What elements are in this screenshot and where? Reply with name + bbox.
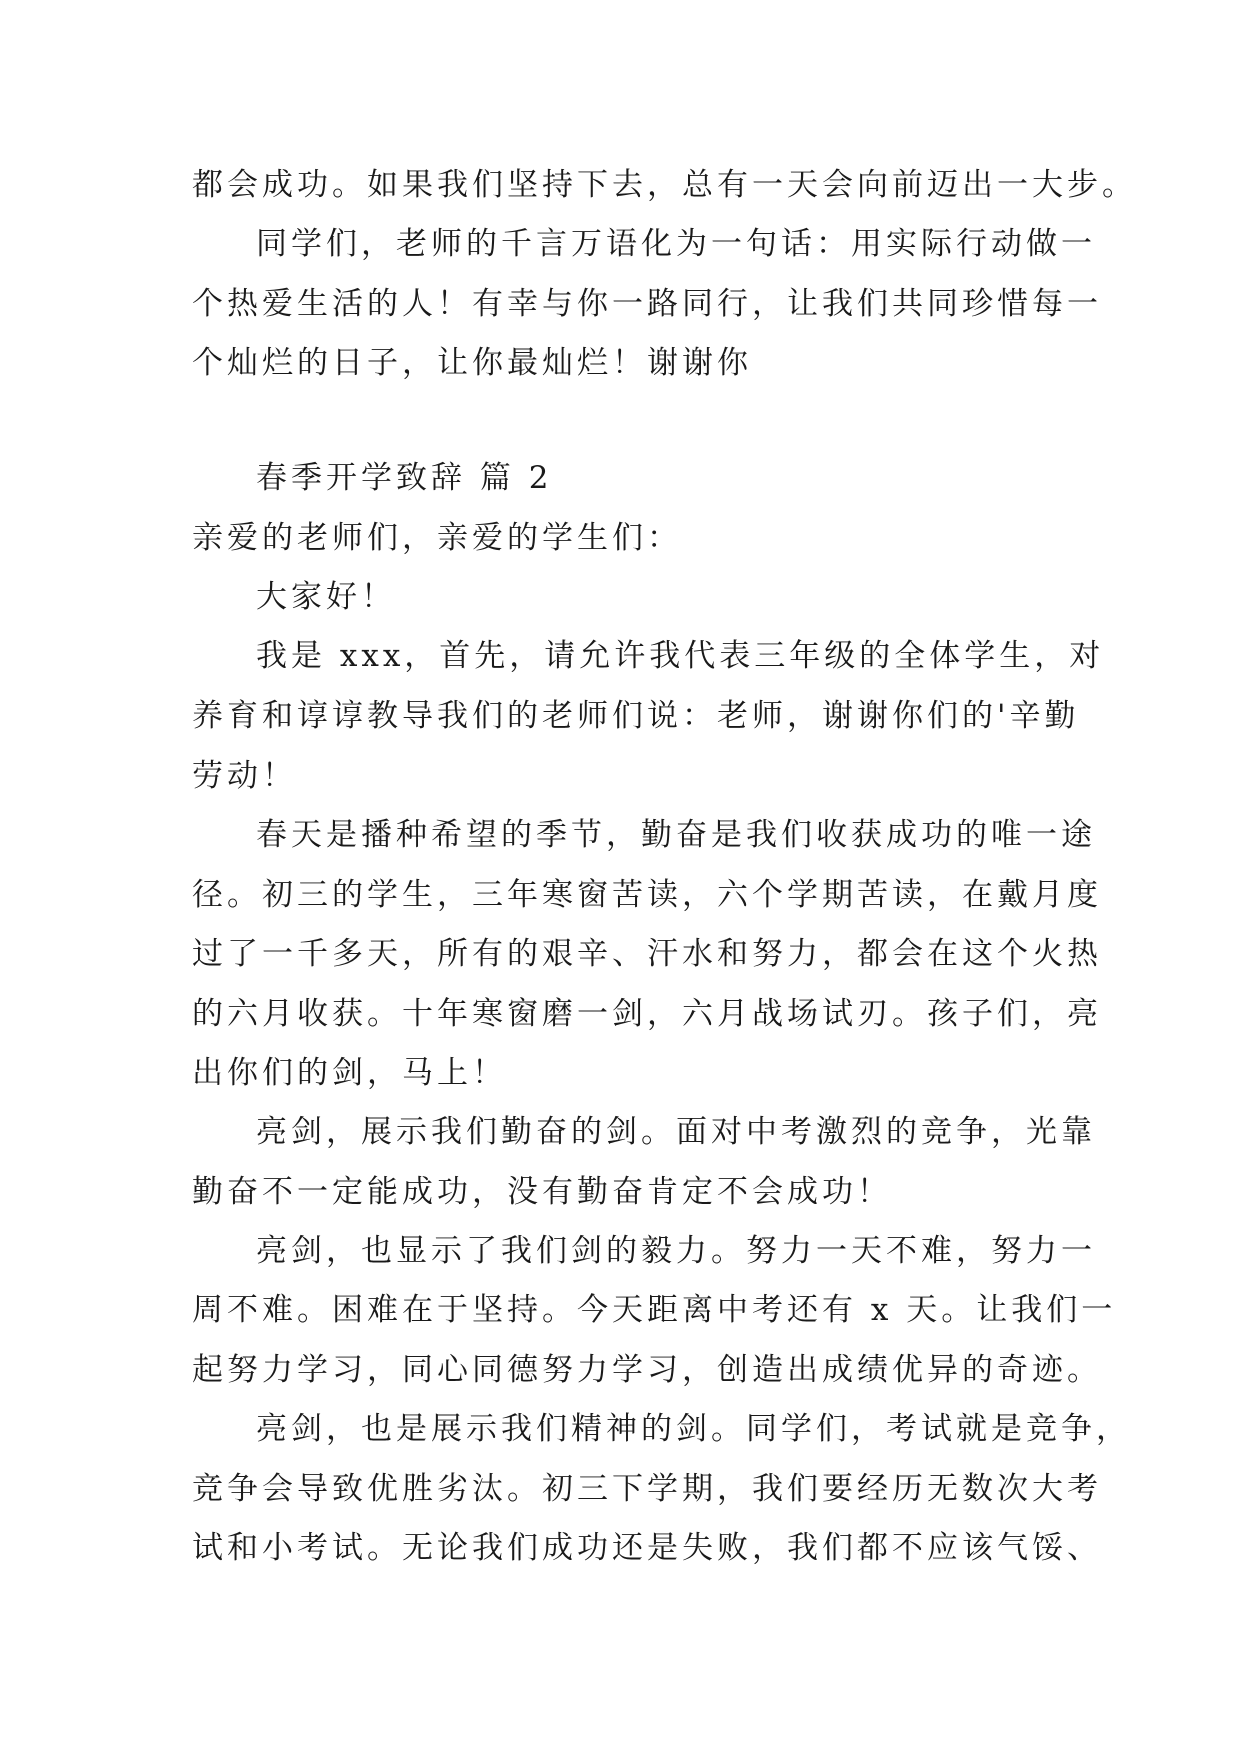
paragraph-line: 养育和谆谆教导我们的老师们说：老师，谢谢你们的'辛勤 [192,698,1080,734]
paragraph-line: 出你们的剑，马上！ [192,1055,507,1091]
paragraph-line: 都会成功。如果我们坚持下去，总有一天会向前迈出一大步。 [192,167,1137,203]
paragraph-line: 亮剑，也是展示我们精神的剑。同学们，考试就是竞争， [256,1411,1131,1447]
paragraph-line: 劳动！ [192,758,297,794]
paragraph-line: 个热爱生活的人！有幸与你一路同行，让我们共同珍惜每一 [192,286,1102,322]
paragraph-line: 的六月收获。十年寒窗磨一剑，六月战场试刃。孩子们，亮 [192,996,1102,1032]
greeting-line: 大家好！ [256,579,396,615]
paragraph-line: 径。初三的学生，三年寒窗苦读，六个学期苦读，在戴月度 [192,877,1102,913]
paragraph-line: 春天是播种希望的季节，勤奋是我们收获成功的唯一途 [256,817,1096,853]
paragraph-line: 起努力学习，同心同德努力学习，创造出成绩优异的奇迹。 [192,1352,1102,1388]
paragraph-line: 亮剑，展示我们勤奋的剑。面对中考激烈的竞争，光靠 [256,1114,1096,1150]
section-heading: 春季开学致辞 篇 2 [256,460,553,496]
paragraph-line: 亮剑，也显示了我们剑的毅力。努力一天不难，努力一 [256,1233,1096,1269]
paragraph-line: 个灿烂的日子，让你最灿烂！谢谢你 [192,345,752,381]
salutation-line: 亲爱的老师们，亲爱的学生们： [192,520,682,556]
paragraph-line: 同学们，老师的千言万语化为一句话：用实际行动做一 [256,226,1096,262]
paragraph-line: 周不难。困难在于坚持。今天距离中考还有 x 天。让我们一 [192,1292,1117,1328]
paragraph-line: 勤奋不一定能成功，没有勤奋肯定不会成功！ [192,1174,892,1210]
paragraph-line: 我是 xxx，首先，请允许我代表三年级的全体学生，对 [256,638,1105,674]
paragraph-line: 过了一千多天，所有的艰辛、汗水和努力，都会在这个火热 [192,936,1102,972]
paragraph-line: 试和小考试。无论我们成功还是失败，我们都不应该气馁、 [192,1530,1102,1566]
paragraph-line: 竞争会导致优胜劣汰。初三下学期，我们要经历无数次大考 [192,1471,1102,1507]
